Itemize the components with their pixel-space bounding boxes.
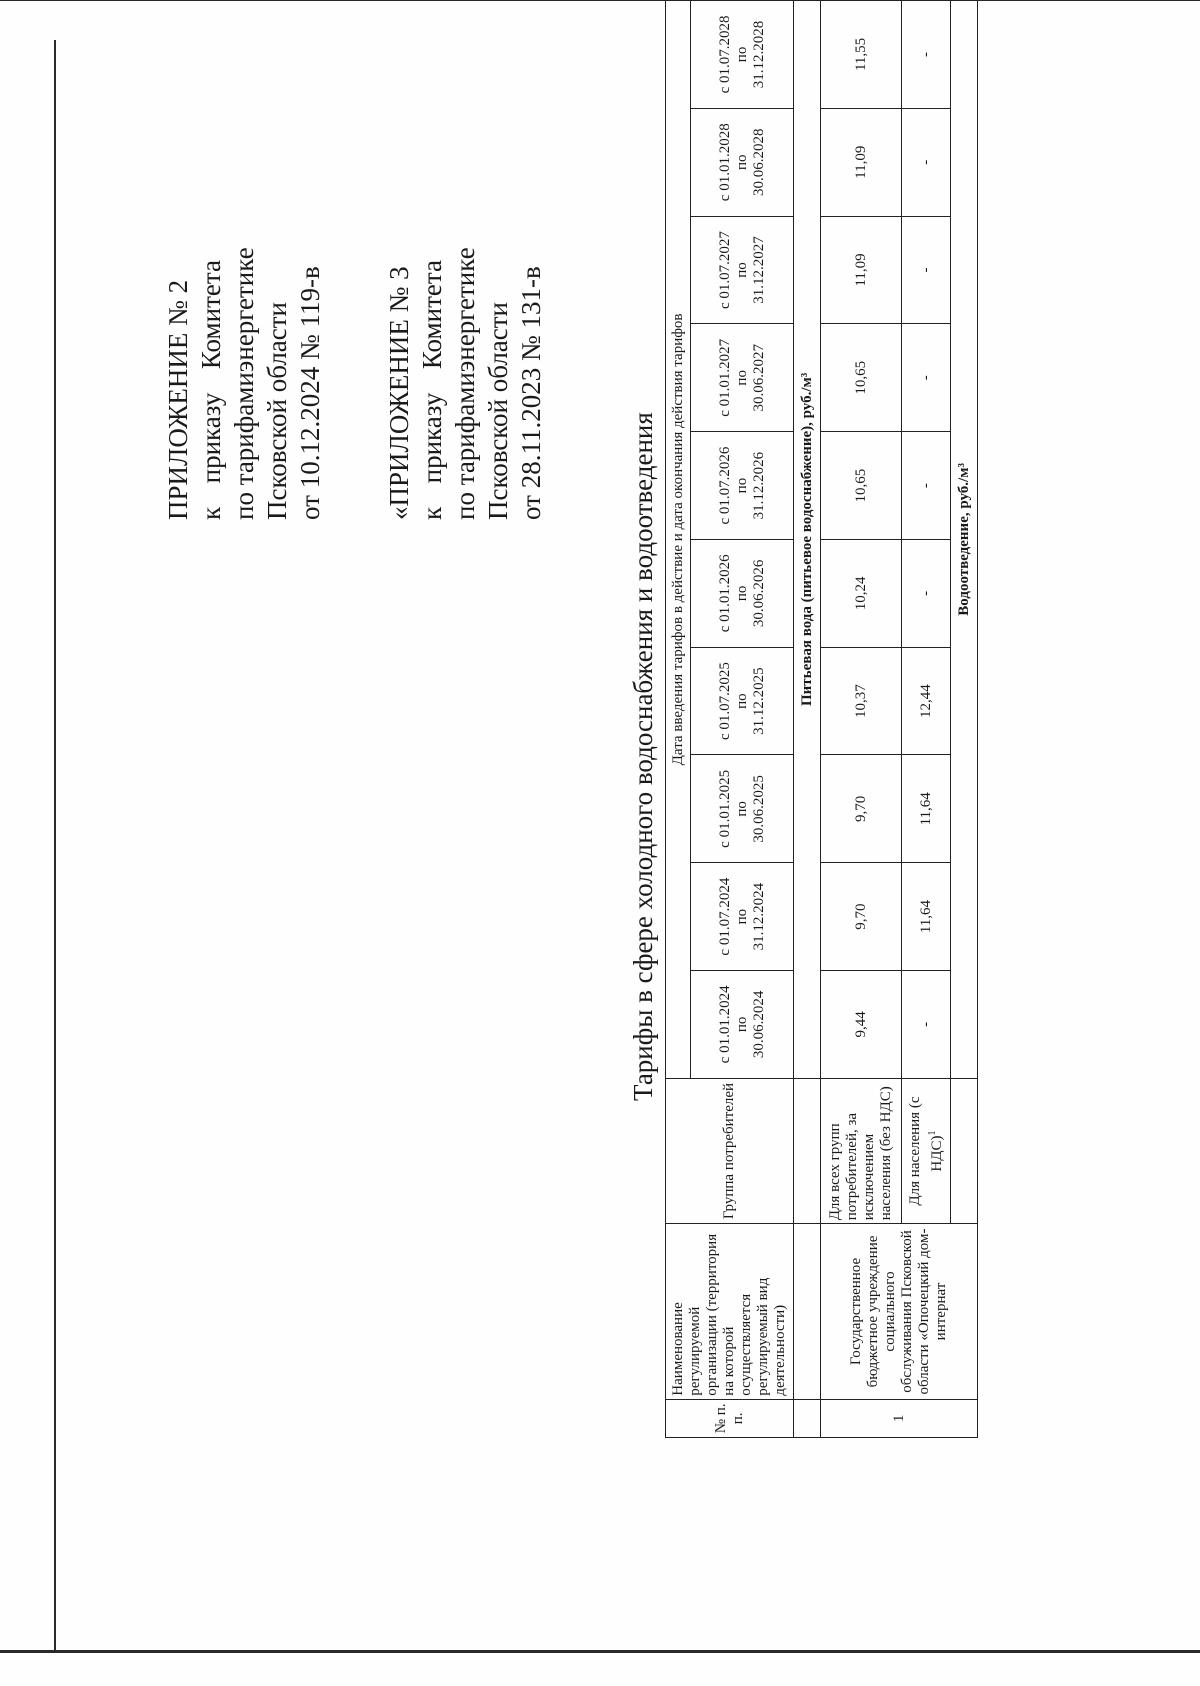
period-header: с 01.07.2025 по 31.12.2025 xyxy=(691,647,794,755)
header-dates: Дата введения тарифов в действие и дата окончания действия тарифов xyxy=(666,1,691,1079)
period-header: с 01.01.2026 по 30.06.2026 xyxy=(691,539,794,647)
period-header: с 01.01.2028 по 30.06.2028 xyxy=(691,108,794,216)
appendix-previous xyxy=(383,247,548,520)
appendix-current-line3: по тарифам и энергетике xyxy=(229,247,259,520)
appendix-current-date: от 10.12.2024 № 119-в xyxy=(295,266,325,520)
header-consumer-group: Группа потребителей xyxy=(666,1078,794,1224)
tariff-value: - xyxy=(902,539,951,647)
tariff-value: - xyxy=(902,971,951,1079)
period-header: с 01.07.2024 по 31.12.2024 xyxy=(691,863,794,971)
appendix-previous-region: Псковской области xyxy=(483,301,513,520)
spacer-cell xyxy=(794,1224,821,1399)
tariff-value: 10,65 xyxy=(821,432,902,540)
group-all-consumers: Для всех групп потребителей, за исключением населения (без НДС) xyxy=(821,1078,902,1224)
appendix-current xyxy=(162,247,327,520)
header-org-name: Наименование регулируемой организации (территория на которой осуществляется регулируемый вид деятельности) xyxy=(666,1224,794,1399)
table-row xyxy=(821,1,902,1438)
header-row-1 xyxy=(666,1,691,1438)
tariff-value: - xyxy=(902,216,951,324)
period-header: с 01.07.2028 по 31.12.2028 xyxy=(691,1,794,109)
period-header: с 01.07.2026 по 31.12.2026 xyxy=(691,432,794,540)
tariff-value: 10,65 xyxy=(821,324,902,432)
section-row-sewer xyxy=(951,1,978,1438)
period-header: с 01.01.2024 по 30.06.2024 xyxy=(691,971,794,1079)
appendix-current-line2: к приказу Комитета xyxy=(196,260,226,520)
tariff-value: - xyxy=(902,324,951,432)
spacer-cell xyxy=(794,1078,821,1224)
tariff-value: 11,55 xyxy=(821,1,902,109)
group-population: Для населения (с НДС)$^1$ xyxy=(902,1078,951,1224)
spacer-cell xyxy=(794,1399,821,1437)
section-row-water xyxy=(794,1,821,1438)
document-title: Тарифы в сфере холодного водоснабжения и водоотведения xyxy=(628,412,658,1101)
table-row xyxy=(902,1,951,1438)
appendix-previous-line3: по тарифам и энергетике xyxy=(450,247,480,520)
tariff-value: 12,44 xyxy=(902,647,951,755)
section-water: Питьевая вода (питьевое водоснабжение), руб./м³ xyxy=(794,1,821,1079)
tariff-value: 9,70 xyxy=(821,755,902,863)
tariff-value: - xyxy=(902,432,951,540)
period-header: с 01.01.2025 по 30.06.2025 xyxy=(691,755,794,863)
spacer-cell xyxy=(951,1078,978,1224)
tariff-value: 11,09 xyxy=(821,216,902,324)
row-number: 1 xyxy=(821,1399,978,1437)
tariff-value: 11,64 xyxy=(902,863,951,971)
tariff-value: 11,09 xyxy=(821,108,902,216)
section-sewer: Водоотведение, руб./м³ xyxy=(951,1,978,1079)
tariff-table xyxy=(665,0,978,1438)
header-number: № п. п. xyxy=(666,1399,794,1437)
org-name: Государственное бюджетное учреждение социального обслуживания Псковской области «Опочецкий дом-интернат xyxy=(821,1224,978,1399)
appendix-current-region: Псковской области xyxy=(262,301,292,520)
tariff-value: 10,37 xyxy=(821,647,902,755)
period-header: с 01.01.2027 по 30.06.2027 xyxy=(691,324,794,432)
tariff-value: 11,64 xyxy=(902,755,951,863)
appendix-previous-date: от 28.11.2023 № 131-в xyxy=(516,266,546,520)
period-header: с 01.07.2027 по 31.12.2027 xyxy=(691,216,794,324)
tariff-value: 9,44 xyxy=(821,971,902,1079)
tariff-value: 9,70 xyxy=(821,863,902,971)
appendix-previous-title: «ПРИЛОЖЕНИЕ № 3 xyxy=(384,266,414,520)
appendix-previous-line2: к приказу Комитета xyxy=(417,260,447,520)
tariff-value: - xyxy=(902,108,951,216)
appendix-current-title: ПРИЛОЖЕНИЕ № 2 xyxy=(163,279,193,520)
tariff-value: 10,24 xyxy=(821,539,902,647)
tariff-value: - xyxy=(902,1,951,109)
